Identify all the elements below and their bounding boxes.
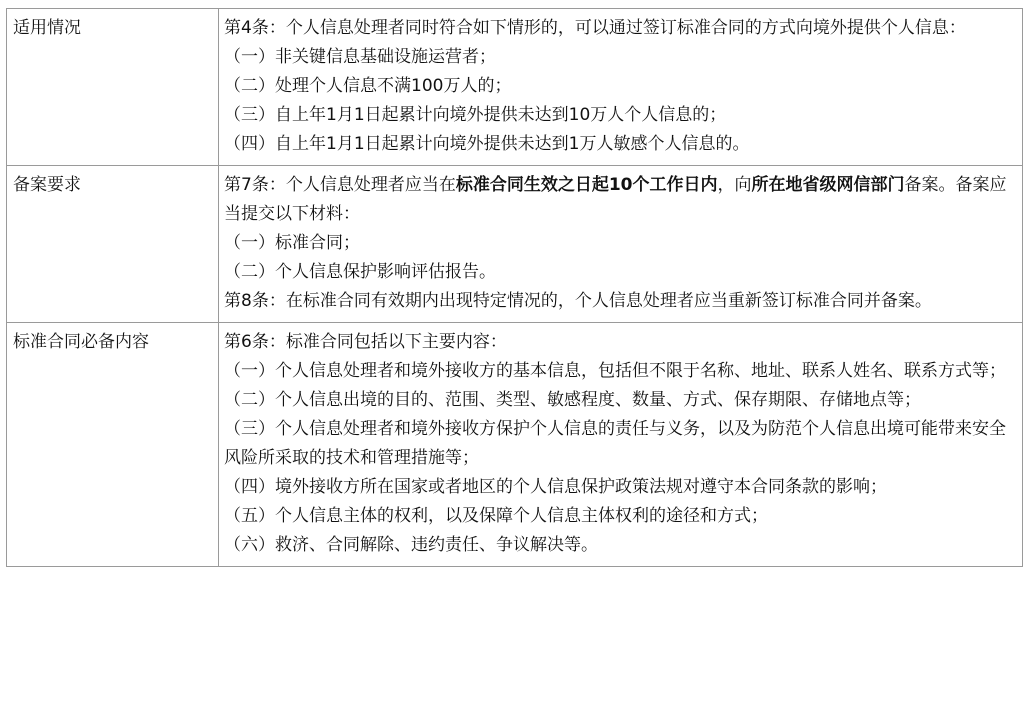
article-8-text: 第8条：在标准合同有效期内出现特定情况的，个人信息处理者应当重新签订标准合同并备案。: [224, 291, 932, 311]
table-row: [7, 166, 1023, 323]
row-content-contents: [219, 323, 1023, 567]
list-item: （四）境外接收方所在国家或者地区的个人信息保护政策法规对遵守本合同条款的影响；: [224, 477, 887, 497]
table-row: [7, 9, 1023, 166]
list-item: （二）处理个人信息不满100万人的；: [224, 76, 512, 96]
list-item: （二）个人信息出境的目的、范围、类型、敏感程度、数量、方式、保存期限、存储地点等；: [224, 390, 921, 410]
table-row: [7, 323, 1023, 567]
article-7-part: 第7条：个人信息处理者应当在: [224, 175, 456, 195]
article-7-part: ，向: [717, 175, 752, 195]
article-7-part: 备案。备案应当提交以下材料：: [224, 175, 1007, 224]
list-item: （二）个人信息保护影响评估报告。: [224, 262, 496, 282]
list-item: （三）自上年1月1日起累计向境外提供未达到10万人个人信息的；: [224, 105, 727, 125]
row-content-filing: [219, 166, 1023, 323]
row-label-filing: 备案要求: [7, 166, 219, 323]
article-7-text: [224, 171, 1012, 229]
list-item: （一）标准合同；: [224, 233, 360, 253]
rules-table: [6, 8, 1023, 567]
list-item: （一）非关键信息基础设施运营者；: [224, 47, 496, 67]
article-7-deadline-emphasis: 标准合同生效之日起10个工作日内: [455, 175, 718, 195]
row-label-applicability: 适用情况: [7, 9, 219, 166]
row-content-applicability: [219, 9, 1023, 166]
article-4-text: 第4条：个人信息处理者同时符合如下情形的，可以通过签订标准合同的方式向境外提供个人信息：: [224, 18, 966, 38]
article-6-text: 第6条：标准合同包括以下主要内容：: [224, 332, 507, 352]
article-7-authority-emphasis: 所在地省级网信部门: [751, 175, 905, 195]
list-item: （三）个人信息处理者和境外接收方保护个人信息的责任与义务，以及为防范个人信息出境可能带来安全风险所采取的技术和管理措施等；: [224, 419, 1006, 468]
list-item: （一）个人信息处理者和境外接收方的基本信息，包括但不限于名称、地址、联系人姓名、联系方式等；: [224, 361, 1006, 381]
row-label-contents: 标准合同必备内容: [7, 323, 219, 567]
list-item: （六）救济、合同解除、违约责任、争议解决等。: [224, 535, 598, 555]
list-item: （四）自上年1月1日起累计向境外提供未达到1万人敏感个人信息的。: [224, 134, 750, 154]
list-item: （五）个人信息主体的权利，以及保障个人信息主体权利的途径和方式；: [224, 506, 768, 526]
